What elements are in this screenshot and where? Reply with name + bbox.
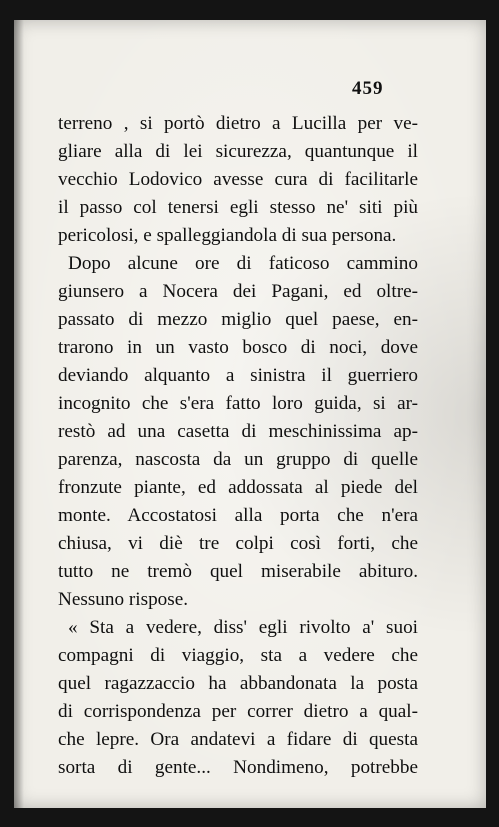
text-line: Dopo alcune ore di faticoso cammino (68, 253, 418, 274)
text-line: chiusa, vi diè tre colpi così forti, che (58, 533, 418, 554)
text-line: restò ad una casetta di meschinissima ap- (58, 421, 418, 442)
text-line: deviando alquanto a sinistra il guerriero (58, 365, 418, 386)
body-text (58, 110, 418, 782)
text-line: trarono in un vasto bosco di noci, dove (58, 337, 418, 358)
text-line: terreno , si portò dietro a Lucilla per ve- (58, 113, 418, 134)
text-line: il passo col tenersi egli stesso ne' siti più (58, 197, 418, 218)
spine-shadow (14, 20, 24, 808)
text-line: Nessuno rispose. (58, 589, 189, 610)
text-line: fronzute piante, ed addossata al piede del (58, 477, 418, 498)
text-line: gliare alla di lei sicurezza, quantunque il (58, 141, 418, 162)
text-line: compagni di viaggio, sta a vedere che (58, 645, 418, 666)
text-line: vecchio Lodovico avesse cura di facilitarle (58, 169, 418, 190)
text-line: di corrispondenza per correr dietro a qual- (58, 701, 418, 722)
text-line: giunsero a Nocera dei Pagani, ed oltre- (58, 281, 418, 302)
text-line: parenza, nascosta da un gruppo di quelle (58, 449, 418, 470)
text-line: quel ragazzaccio ha abbandonata la posta (58, 673, 418, 694)
text-line: incognito che s'era fatto loro guida, si ar- (58, 393, 418, 414)
page-number: 459 (352, 78, 384, 99)
text-line: che lepre. Ora andatevi a fidare di questa (58, 729, 418, 750)
text-line: pericolosi, e spalleggiandola di sua persona. (58, 225, 397, 246)
text-line: tutto ne tremò quel miserabile abituro. (58, 561, 418, 582)
text-line: sorta di gente... Nondimeno, potrebbe (58, 757, 418, 778)
page-sheet (14, 20, 486, 808)
text-line: « Sta a vedere, diss' egli rivolto a' suoi (68, 617, 418, 638)
text-line: passato di mezzo miglio quel paese, en- (58, 309, 418, 330)
text-line: monte. Accostatosi alla porta che n'era (58, 505, 418, 526)
